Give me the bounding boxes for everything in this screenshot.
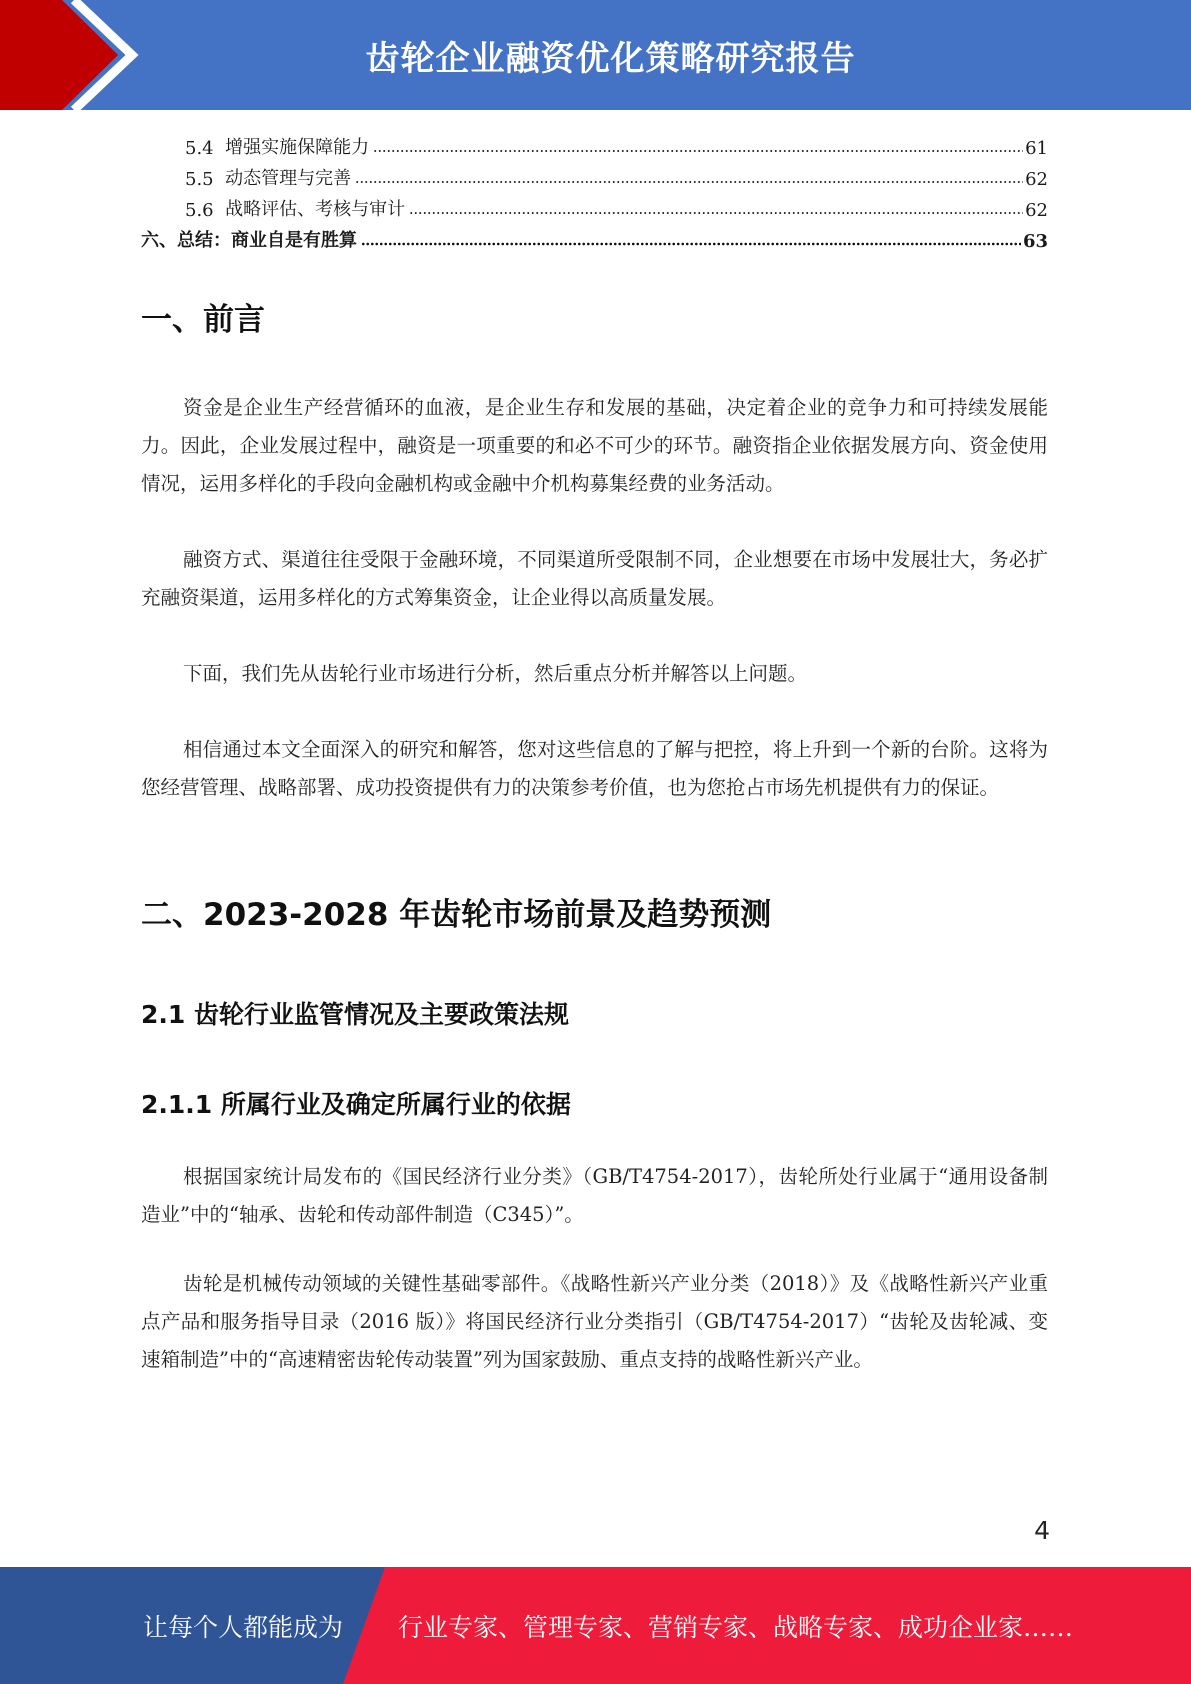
table-of-contents xyxy=(141,128,1048,252)
toc-entry-number: 5.6 xyxy=(185,200,226,221)
toc-entry-label: 六、总结：商业自是有胜算 xyxy=(141,230,357,251)
paragraph: 融资方式、渠道往往受限于金融环境，不同渠道所受限制不同，企业想要在市场中发展壮大，务必扩充融资渠道，运用多样化的方式筹集资金，让企业得以高质量发展。 xyxy=(141,548,1048,609)
toc-leader-dots xyxy=(361,241,1021,247)
toc-leader-dots xyxy=(355,179,1023,185)
footer-slogan-left: 让每个人都能成为 xyxy=(143,1612,344,1642)
subsection-heading: 2.1 齿轮行业监管情况及主要政策法规 xyxy=(141,1000,569,1029)
toc-entry-page: 61 xyxy=(1025,138,1048,159)
toc-leader-dots xyxy=(373,148,1023,154)
toc-leader-dots xyxy=(409,210,1023,216)
paragraph: 资金是企业生产经营循环的血液，是企业生存和发展的基础，决定着企业的竞争力和可持续发展能力。因此，企业发展过程中，融资是一项重要的和必不可少的环节。融资指企业依据发展方向、资金使用情况，运用多样化的手段向金融机构或金融中介机构募集经费的业务活动。 xyxy=(141,396,1048,495)
toc-entry[interactable] xyxy=(141,128,1048,159)
toc-entry[interactable] xyxy=(141,221,1048,252)
toc-entry-number: 5.4 xyxy=(185,138,226,159)
toc-entry-page: 63 xyxy=(1022,231,1048,252)
toc-entry-label: 战略评估、考核与审计 xyxy=(225,199,406,220)
paragraph: 相信通过本文全面深入的研究和解答，您对这些信息的了解与把控，将上升到一个新的台阶。这将为您经营管理、战略部署、成功投资提供有力的决策参考价值，也为您抢占市场先机提供有力的保证。 xyxy=(141,738,1048,799)
page-footer xyxy=(0,1567,1191,1684)
toc-entry[interactable] xyxy=(141,159,1048,190)
toc-entry-label: 增强实施保障能力 xyxy=(225,137,370,158)
page-number: 4 xyxy=(1034,1516,1050,1545)
section-heading-preface: 一、前言 xyxy=(141,302,265,338)
paragraph: 下面，我们先从齿轮行业市场进行分析，然后重点分析并解答以上问题。 xyxy=(183,662,808,685)
toc-entry[interactable] xyxy=(141,190,1048,221)
section-heading-market: 二、2023-2028 年齿轮市场前景及趋势预测 xyxy=(141,897,772,933)
toc-entry-page: 62 xyxy=(1025,200,1048,221)
subsubsection-heading: 2.1.1 所属行业及确定所属行业的依据 xyxy=(141,1090,571,1119)
toc-entry-page: 62 xyxy=(1025,169,1048,190)
report-title: 齿轮企业融资优化策略研究报告 xyxy=(365,38,856,79)
page-header xyxy=(0,0,1191,110)
paragraph: 根据国家统计局发布的《国民经济行业分类》（GB/T4754-2017），齿轮所处行业属于“通用设备制造业”中的“轴承、齿轮和传动部件制造（C345）”。 xyxy=(141,1165,1048,1226)
toc-entry-label: 动态管理与完善 xyxy=(225,168,352,189)
paragraph: 齿轮是机械传动领域的关键性基础零部件。《战略性新兴产业分类（2018）》及《战略性新兴产业重点产品和服务指导目录（2016 版）》将国民经济行业分类指引（GB/T4754-2017）“齿轮及齿轮减、变速箱制造”中的“高速精密齿轮传动装置”列为国家鼓励、重点支持的战略性新兴产业。 xyxy=(141,1272,1048,1371)
toc-entry-number: 5.5 xyxy=(185,169,226,190)
footer-slogan-right: 行业专家、管理专家、营销专家、战略专家、成功企业家…… xyxy=(398,1612,1074,1642)
